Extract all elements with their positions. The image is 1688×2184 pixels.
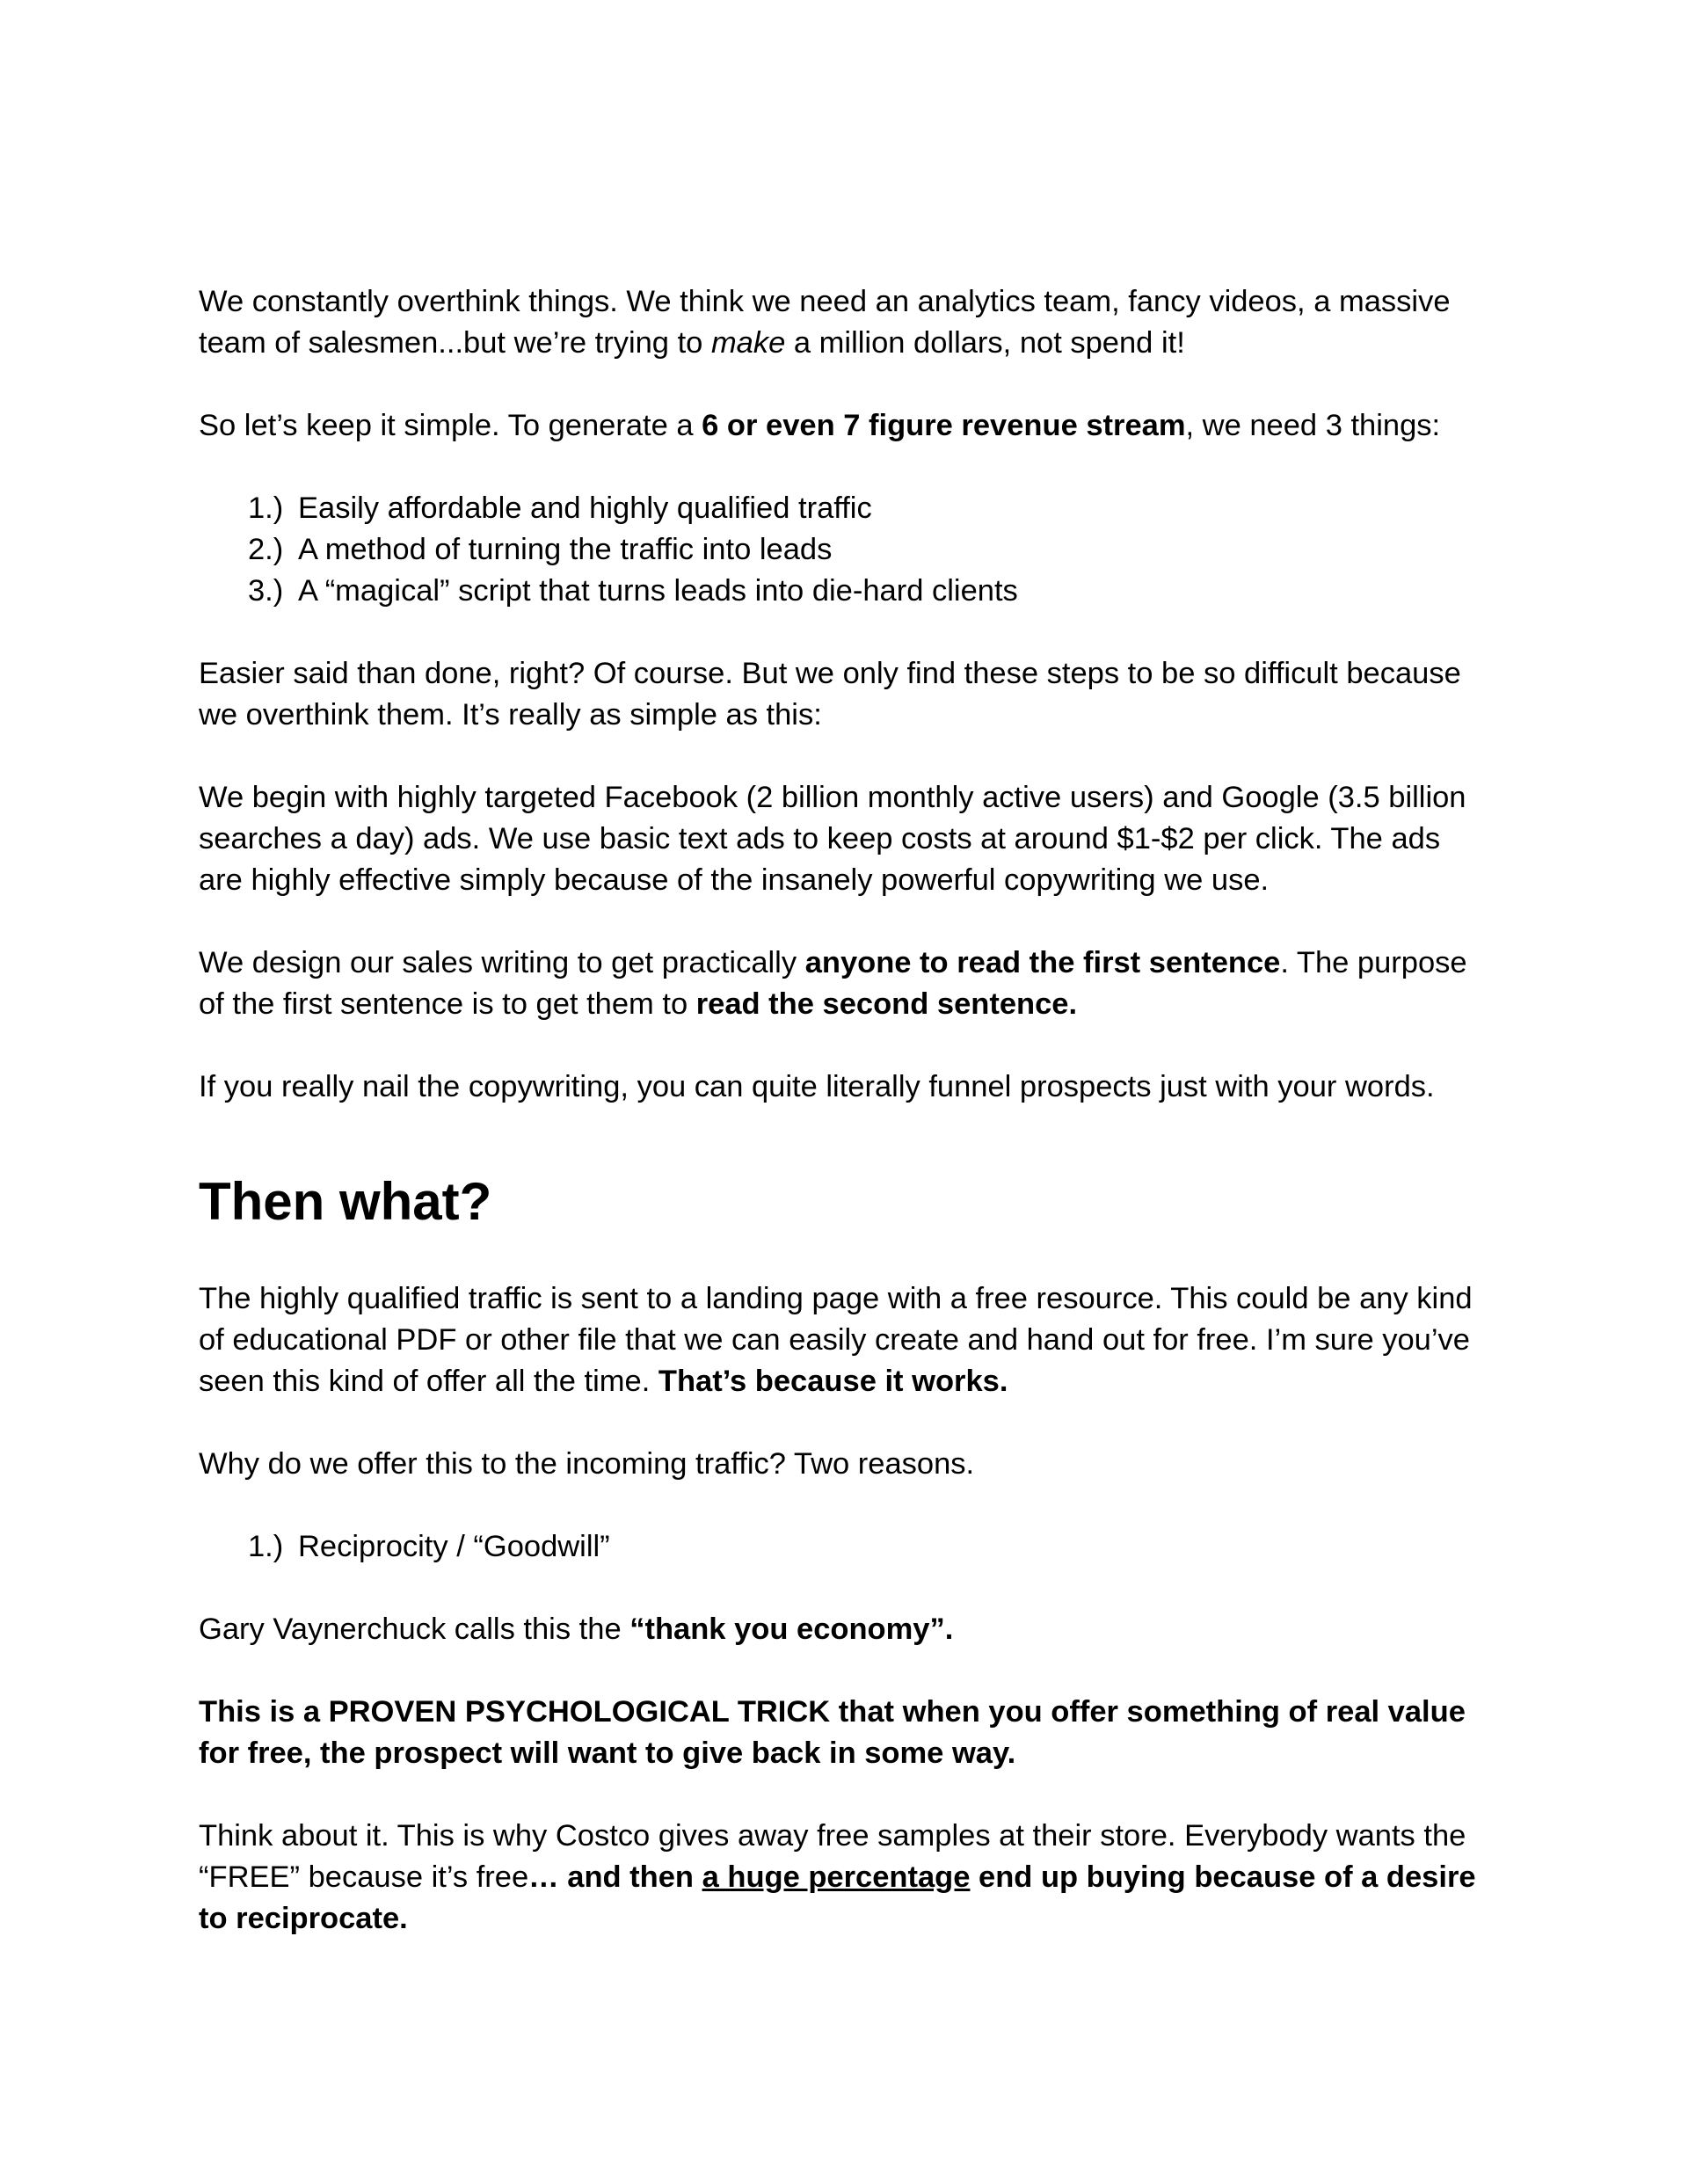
numbered-list bbox=[199, 488, 1489, 612]
list-item-marker: 3.) bbox=[248, 574, 284, 608]
list-item-marker: 1.) bbox=[248, 491, 284, 525]
paragraph bbox=[199, 777, 1489, 901]
list-item-text bbox=[298, 571, 1018, 612]
text-run: Easier said than done, right? Of course. But we only find these steps to be so difficult because we overthink them. It’s really as simple as this: bbox=[199, 657, 1461, 732]
text-run: , we need 3 things: bbox=[1185, 409, 1441, 442]
text-run: The highly qualified traffic is sent to a landing page with a free resource. This could be any kind of educational PDF or other file that we can easily create and hand out for free. I’m sure you’ve seen this kind of offer all the time. bbox=[199, 1282, 1473, 1398]
paragraph bbox=[199, 653, 1489, 736]
section-heading bbox=[199, 1171, 1489, 1233]
paragraph bbox=[199, 1444, 1489, 1485]
text-run: a million dollars, not spend it! bbox=[785, 326, 1185, 360]
text-run: read the second sentence. bbox=[695, 987, 1078, 1021]
text-run: Think about it. This is why Costco gives away free samples at their store. Everybody wants the “FREE” because it’s free bbox=[199, 1819, 1466, 1894]
text-run: This is a PROVEN PSYCHOLOGICAL TRICK that when you offer something of real value for free, the prospect will want to give back in some way. bbox=[199, 1695, 1466, 1770]
list-item bbox=[248, 529, 1489, 571]
list-item bbox=[248, 1526, 1489, 1568]
paragraph bbox=[199, 943, 1489, 1025]
list-item bbox=[248, 571, 1489, 612]
text-run: a huge percentage bbox=[702, 1860, 971, 1894]
list-item-text bbox=[298, 529, 832, 571]
text-run: Gary Vaynerchuck calls this the bbox=[199, 1613, 630, 1646]
numbered-list bbox=[199, 1526, 1489, 1568]
paragraph bbox=[199, 1278, 1489, 1402]
list-item-marker: 2.) bbox=[248, 533, 284, 566]
text-run: 6 or even 7 figure revenue stream bbox=[702, 409, 1186, 442]
text-run: . The purpose of the first sentence is to get them to bbox=[199, 946, 1467, 1021]
paragraph bbox=[199, 281, 1489, 364]
text-run: That’s because it works. bbox=[658, 1365, 1008, 1398]
text-run: We begin with highly targeted Facebook (2 billion monthly active users) and Google (3.5 billion searches a day) ads. We use basic text ads to keep costs at around $1-$2 per click. The ads are highly effective simply because of the insanely powerful copywriting we use. bbox=[199, 781, 1466, 897]
list-item-marker: 1.) bbox=[248, 1530, 284, 1563]
text-run: anyone to read the first sentence bbox=[804, 946, 1281, 979]
text-run: end up buying because of a desire to reciprocate. bbox=[199, 1860, 1476, 1935]
paragraph bbox=[199, 1609, 1489, 1650]
list-item-text bbox=[298, 488, 872, 529]
text-run: We constantly overthink things. We think we need an analytics team, fancy videos, a massive team of salesmen...but we’re trying to bbox=[199, 285, 1451, 360]
text-run: A “magical” script that turns leads into die-hard clients bbox=[298, 574, 1018, 608]
text-run: A method of turning the traffic into leads bbox=[298, 533, 833, 566]
paragraph bbox=[199, 405, 1489, 447]
paragraph bbox=[199, 1067, 1489, 1108]
text-run: “thank you economy”. bbox=[629, 1613, 954, 1646]
paragraph bbox=[199, 1816, 1489, 1940]
text-run: Easily affordable and highly qualified traffic bbox=[298, 491, 872, 525]
text-run: We design our sales writing to get practically bbox=[199, 946, 805, 979]
document-body bbox=[199, 281, 1489, 1940]
text-run: If you really nail the copywriting, you can quite literally funnel prospects just with your words. bbox=[199, 1070, 1435, 1103]
paragraph bbox=[199, 1692, 1489, 1774]
list-item-text bbox=[298, 1526, 610, 1568]
text-run: Reciprocity / “Goodwill” bbox=[298, 1530, 610, 1563]
text-run: Then what? bbox=[199, 1172, 492, 1231]
text-run: … and then bbox=[528, 1860, 702, 1894]
text-run: make bbox=[710, 326, 786, 360]
text-run: Why do we offer this to the incoming traffic? Two reasons. bbox=[199, 1447, 975, 1481]
list-item bbox=[248, 488, 1489, 529]
text-run: So let’s keep it simple. To generate a bbox=[199, 409, 702, 442]
